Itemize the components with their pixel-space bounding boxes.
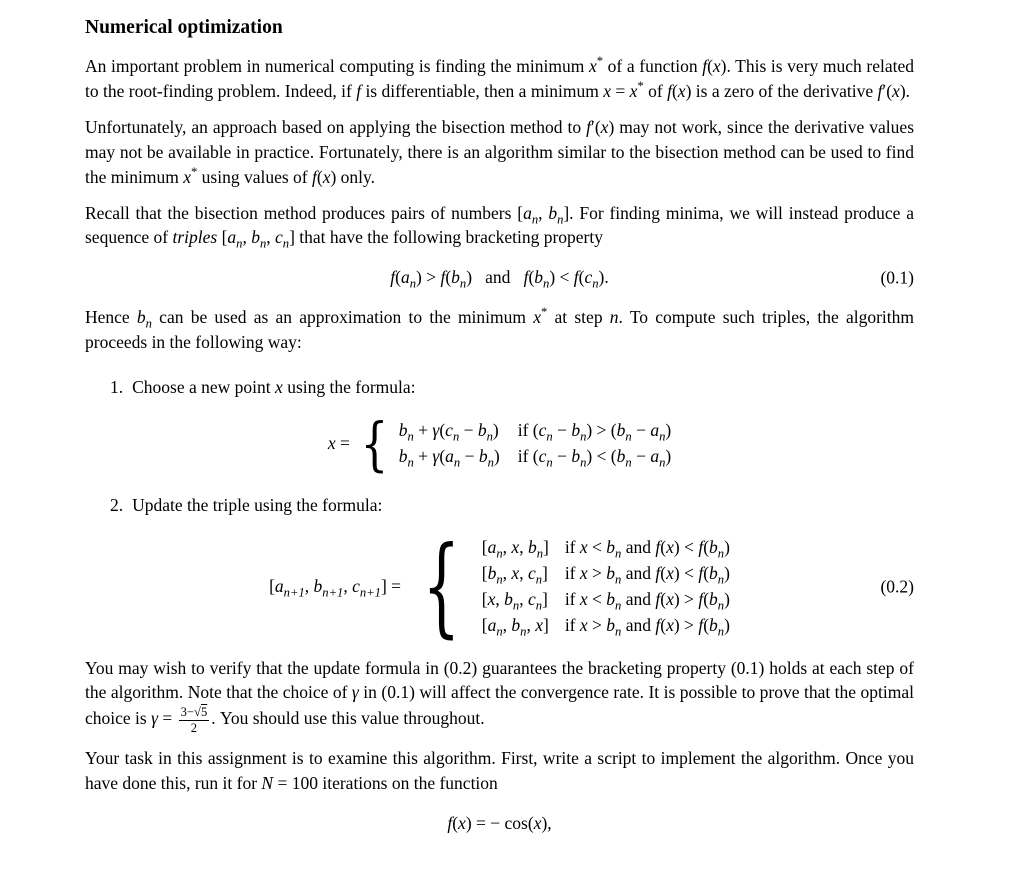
paragraph-verify: You may wish to verify that the update formula in (0.2) guarantees the bracketing property (0.1) holds at each step of the algorithm. Note that the choice of γ in (0.1) will affect the convergence rate. It is possible to prove that the optimal choice is γ = $\frac{3-√5}{2}$ . You should use this value throughout. [85,657,914,735]
cases-2-row-2-condition: if $x > b_n$ and $f(x) < f(b_n)$ [564,563,730,587]
cases-1-row-2-value: $b_n + \gamma(a_n - b_n)$ [398,446,500,470]
step-2-text: Update the triple using the formula: [132,494,383,515]
equation-number-0-1: (0.1) [880,267,914,288]
cases-2-row-1-value: [$a_n$, x, $b_n$] [481,537,549,561]
paragraph-bisection-approach: Unfortunately, an approach based on applying the bisection method to f′(x) may not work, since the derivative values may not be available in practice. Fortunately, there is an algorithm similar to the bisection method can be used to find the minimum x* using values of f(x) only. [85,117,914,187]
cases-1-row-1-condition: if $(c_n - b_n) > (b_n - a_n)$ [517,420,672,444]
paragraph-hence: Hence $b_n$ can be used as an approximation to the minimum x* at step n. To compute such triples, the algorithm proceeds in the following way: [85,305,915,352]
step-2-number: 2. [110,494,124,515]
cases-2-lhs: [$a_{n+1}$, $b_{n+1}$, $c_{n+1}$] = [269,576,402,600]
left-curly-brace: { [360,409,389,478]
equation-choose-point [85,409,914,478]
equation-number-0-2: (0.2) [880,576,914,597]
equation-bracketing-property [85,265,914,290]
document-title: Numerical optimization [85,17,283,38]
cases-2-row-2-value: [$b_n$, x, $c_n$] [481,563,548,587]
equation-bracketing-body: $f(a_n) > f(b_n)$ and $f(b_n) < f(c_n)$. [390,267,609,291]
step-1-number: 1. [110,376,124,397]
step-1-text: Choose a new point x using the formula: [132,376,416,397]
equation-update-triple [85,523,914,649]
cases-update-triple [269,523,730,649]
paragraph-intro: An important problem in numerical computing is finding the minimum x* of a function f(x). This is very much related to the root-finding problem. Indeed, if f is differentiable, then a minimum x = x* of f(x) is a zero of the derivative f′(x). [85,54,914,102]
cases-2-row-4-condition: if $x > b_n$ and $f(x) > f(b_n)$ [564,614,730,639]
cases-2-row-3-condition: if $x < b_n$ and $f(x) > f(b_n)$ [564,589,730,613]
list-item-step-2 [110,493,914,518]
cases-1-rows [399,418,671,469]
cases-1-row-1-value: $b_n + \gamma(c_n - b_n)$ [398,420,499,444]
left-curly-brace: { [422,523,461,649]
list-item-step-1 [110,375,914,400]
equation-function [85,811,914,836]
equation-function-body: f(x) = − cos(x), [447,812,552,833]
paragraph-recall-triples: Recall that the bisection method produces pairs of numbers [$a_n$, $b_n$]. For finding minima, we will instead produce a sequence of triples [$a_n$, $b_n$, $c_n$] that have the following bracketing property [85,202,915,251]
cases-2-row-3-value: [x, $b_n$, $c_n$] [481,589,548,613]
cases-2-rows [482,535,730,637]
cases-1-lhs: x = [327,433,350,454]
cases-choose-point [327,409,672,478]
cases-2-row-1-condition: if $x < b_n$ and $f(x) < f(b_n)$ [564,537,730,561]
cases-2-row-4-value: [$a_n$, $b_n$, x] [481,614,549,639]
cases-1-row-2-condition: if $(c_n - b_n) < (b_n - a_n)$ [517,446,672,470]
paragraph-task: Your task in this assignment is to examine this algorithm. First, write a script to implement the algorithm. Once you have done this, run it for N = 100 iterations on the function [85,748,914,793]
